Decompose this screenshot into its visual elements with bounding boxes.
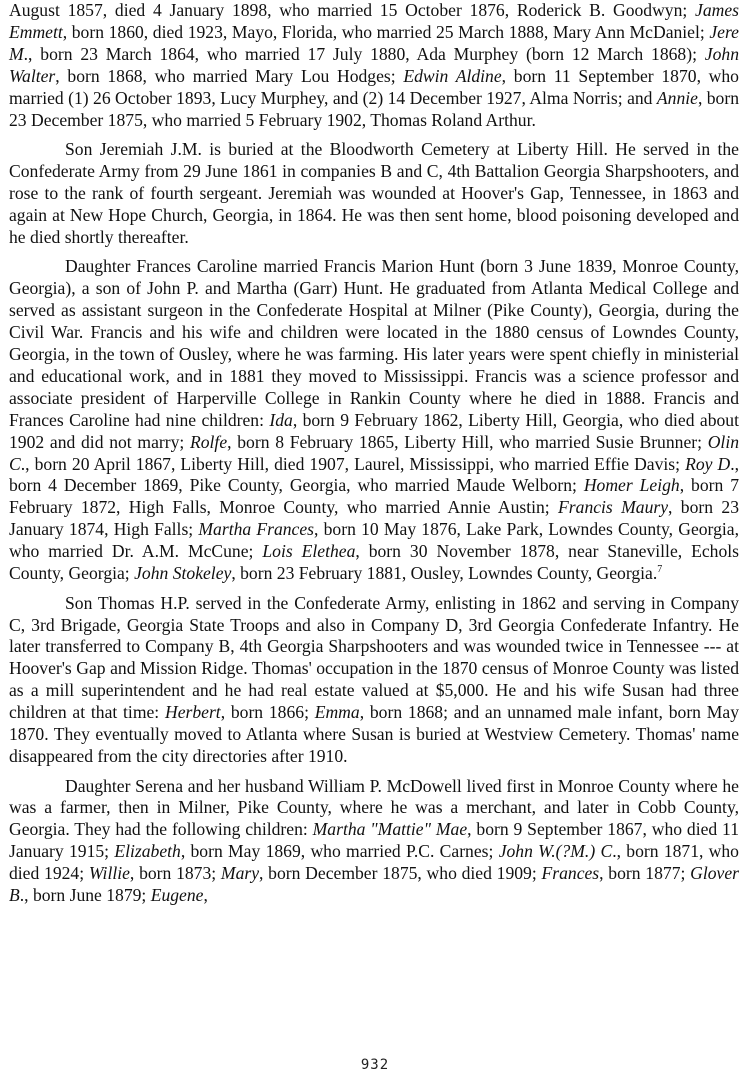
- person-name: Elizabeth: [114, 841, 181, 862]
- person-name: John Walter: [9, 43, 739, 86]
- person-name: Martha "Mattie" Mae: [312, 819, 468, 840]
- text-run: ., born 20 April 1867, Liberty Hill, died 1907, Laurel, Mississippi, who married Effie Davis;: [20, 453, 686, 474]
- person-name: Jere M: [9, 21, 739, 64]
- paragraph: [9, 139, 739, 249]
- text-run: Son Jeremiah J.M. is buried at the Bloodworth Cemetery at Liberty Hill. He served in the Confederate Army from 29 June 1861 in companies B and C, 4th Battalion Georgia Sharpshooters, and rose to the rank of fourth sergeant. Jeremiah was wounded at Hoover's Gap, Tennessee, in 1863 and again at New Hope Church, Georgia, in 1864. He was then sent home, blood poisoning developed and he died shortly thereafter.: [9, 139, 739, 247]
- text-run: , born 23 January 1874, High Falls;: [9, 497, 739, 540]
- person-name: Willie: [88, 863, 130, 884]
- person-name: Ida: [269, 409, 293, 430]
- text-run: , born 30 November 1878, near Staneville, Echols County, Georgia;: [9, 541, 739, 584]
- text-run: , born 1877;: [599, 863, 691, 884]
- footnote-ref: 7: [657, 564, 663, 576]
- text-run: August 1857, died 4 January 1898, who married 15 October 1876, Roderick B. Goodwyn;: [9, 0, 696, 20]
- paragraph: [9, 776, 739, 907]
- text-run: , born 1866;: [220, 702, 315, 723]
- person-name: Francis Maury: [558, 497, 669, 518]
- text-run: ., born 23 March 1864, who married 17 July 1880, Ada Murphey (born 12 March 1868);: [23, 43, 705, 64]
- person-name: Edwin Aldine: [403, 65, 502, 86]
- text-run: ., born June 1879;: [19, 885, 151, 906]
- person-name: Rolfe: [190, 431, 228, 452]
- person-name: John Stokeley: [134, 563, 232, 584]
- text-run: , born 1868; and an unnamed male infant, born May 1870. They eventually moved to Atlanta where Susan is buried at Westview Cemetery. Thomas' name disappeared from the city directories after 1910.: [9, 702, 740, 766]
- text-run: Daughter Frances Caroline married Francis Marion Hunt (born 3 June 1839, Monroe County, Georgia), a son of John P. and Martha (Garr) Hunt. He graduated from Atlanta Medical College and served as assistant surgeon in the Confederate Hospital at Milner (Pike County), Georgia, during the Civil War. Francis and his wife and children were located in the 1880 census of Lowndes County, Georgia, in the town of Ousley, where he was farming. His later years were spent chiefly in ministerial and educational work, and in 1881 they moved to Mississippi. Francis was a science professor and associate president of Harperville College in Rankin County where he died in 1888. Francis and Frances Caroline had nine children:: [9, 256, 739, 430]
- text-run: , born 9 February 1862, Liberty Hill, Georgia, who died about 1902 and did not marry;: [9, 409, 739, 452]
- text-run: , born 10 May 1876, Lake Park, Lowndes County, Georgia, who married Dr. A.M. McCune;: [9, 519, 739, 562]
- person-name: Lois Elethea: [262, 541, 356, 562]
- paragraph: [9, 256, 739, 585]
- paragraph: [9, 593, 739, 768]
- text-run: , born 9 September 1867, who died 11 January 1915;: [9, 819, 740, 862]
- text-run: ., born 4 December 1869, Pike County, Georgia, who married Maude Welborn;: [9, 453, 739, 496]
- text-run: , born 1860, died 1923, Mayo, Florida, who married 25 March 1888, Mary Ann McDaniel;: [62, 21, 710, 42]
- text-run: Son Thomas H.P. served in the Confederate Army, enlisting in 1862 and serving in Company C, 3rd Brigade, Georgia State Troops and also in Company D, 3rd Georgia Confederate Infantry. He later transferred to Company B, 4th Georgia Sharpshooters and was wounded twice in Tennessee --- at Hoover's Gap and Mission Ridge. Thomas' occupation in the 1870 census of Monroe County was listed as a mill superintendent and he had real estate valued at $5,000. He and his wife Susan had three children at that time:: [9, 592, 739, 723]
- person-name: Martha Frances: [198, 519, 315, 540]
- person-name: Annie: [656, 87, 698, 108]
- person-name: Olin C: [9, 431, 739, 474]
- person-name: Glover B: [9, 863, 740, 906]
- person-name: Emma: [314, 702, 360, 723]
- paragraph: [9, 0, 739, 131]
- text-run: , born 1868, who married Mary Lou Hodges;: [55, 65, 404, 86]
- text-run: , born 1873;: [129, 863, 221, 884]
- text-run: , born 8 February 1865, Liberty Hill, who married Susie Brunner;: [227, 431, 708, 452]
- text-run: , born December 1875, who died 1909;: [259, 863, 542, 884]
- text-run: , born 7 February 1872, High Falls, Monroe County, who married Annie Austin;: [9, 475, 739, 518]
- text-run: ,: [203, 885, 208, 906]
- document-page: [9, 0, 739, 907]
- person-name: Eugene: [150, 885, 204, 906]
- text-run: Daughter Serena and her husband William P. McDowell lived first in Monroe County where he was a farmer, then in Milner, Pike County, where he was a merchant, and later in Cobb County, Georgia. They had the following children:: [9, 775, 739, 840]
- person-name: Homer Leigh: [583, 475, 680, 496]
- text-run: , born 23 February 1881, Ousley, Lowndes County, Georgia.: [231, 563, 658, 584]
- person-name: Roy D: [685, 453, 731, 474]
- person-name: Frances: [541, 863, 600, 884]
- person-name: Herbert: [164, 702, 221, 723]
- person-name: Mary: [220, 863, 260, 884]
- text-run: , born 23 December 1875, who married 5 February 1902, Thomas Roland Arthur.: [9, 87, 740, 130]
- person-name: James Emmett: [9, 0, 739, 42]
- person-name: John W.(?M.) C: [498, 841, 613, 862]
- text-run: , born May 1869, who married P.C. Carnes;: [180, 841, 499, 862]
- text-run: ., born 1871, who died 1924;: [9, 841, 739, 884]
- text-run: , born 11 September 1870, who married (1) 26 October 1893, Lucy Murphey, and (2) 14 December 1927, Alma Norris; and: [9, 65, 739, 108]
- page-number: 932: [360, 1057, 390, 1073]
